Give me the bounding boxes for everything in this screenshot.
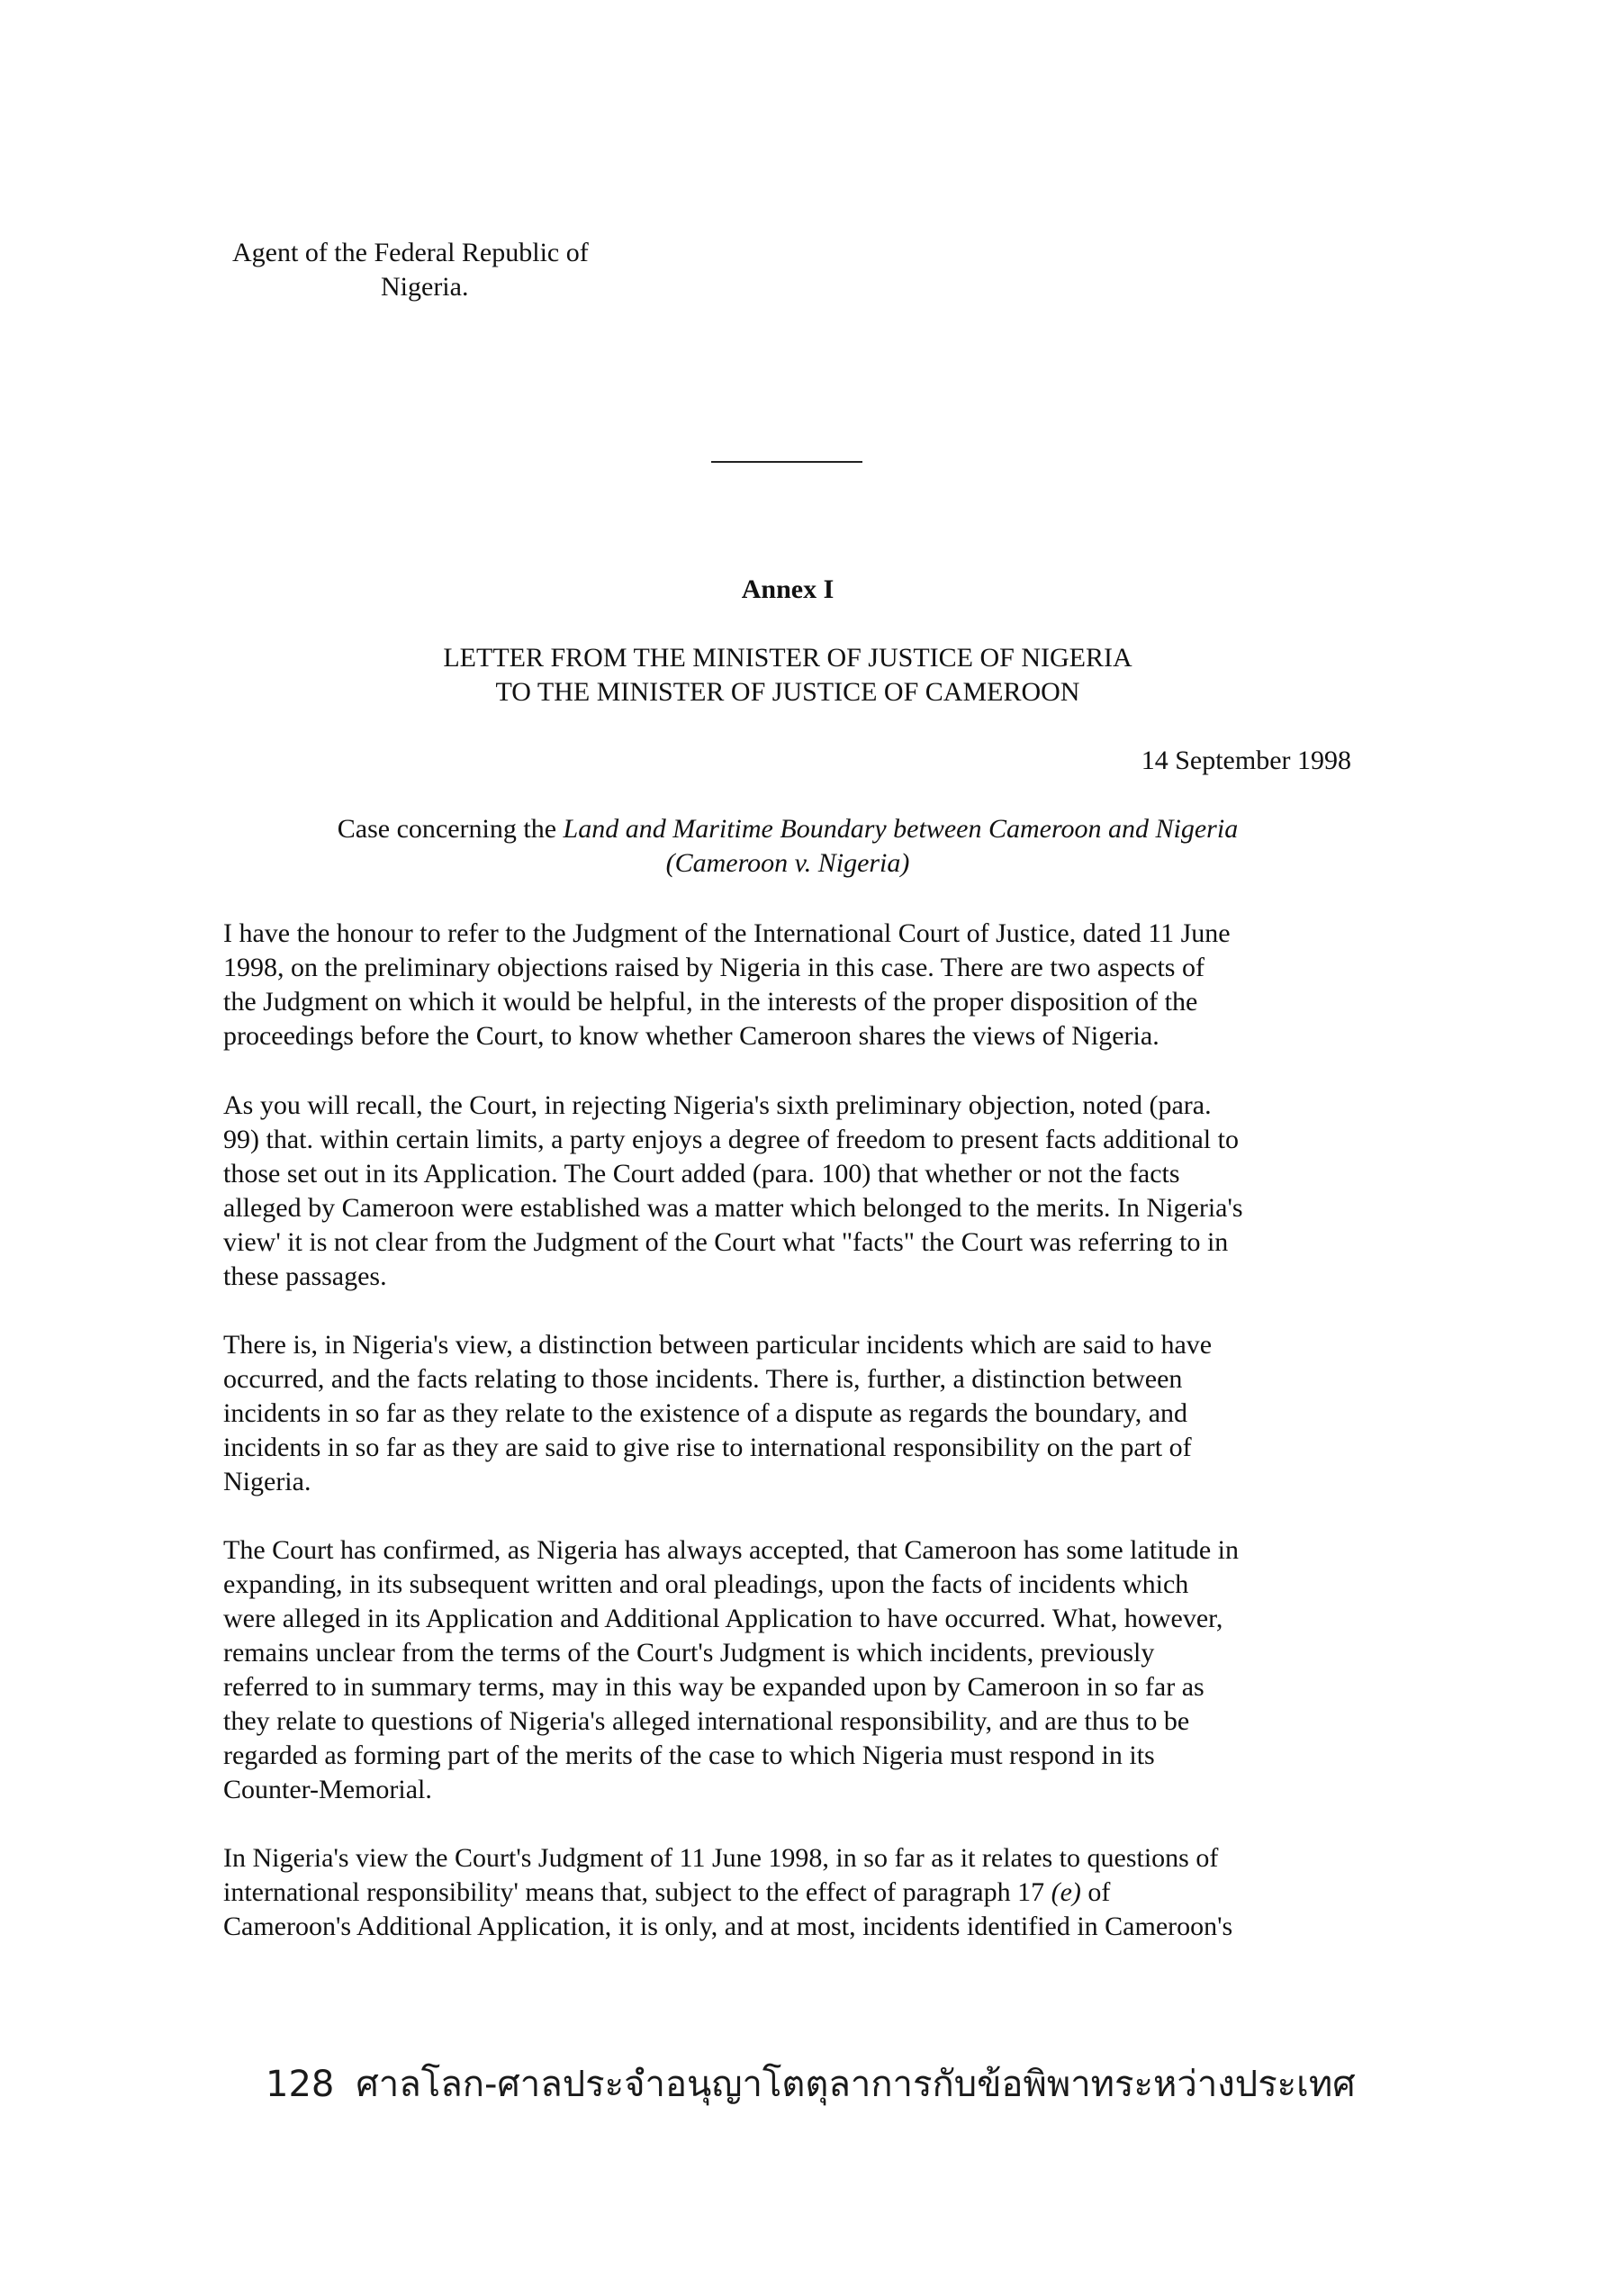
paragraph-line: they relate to questions of Nigeria's alleged international responsibility, and are thus to be: [223, 1706, 1190, 1736]
paragraph-line: Cameroon's Additional Application, it is only, and at most, incidents identified in Cameroon's: [223, 1912, 1233, 1941]
paragraph-line: incidents in so far as they relate to the existence of a dispute as regards the boundary, and: [223, 1398, 1188, 1428]
paragraph-line: occurred, and the facts relating to those incidents. There is, further, a distinction between: [223, 1364, 1183, 1394]
paragraph-line: regarded as forming part of the merits of the case to which Nigeria must respond in its: [223, 1740, 1155, 1770]
paragraph-4: [223, 1533, 1385, 1807]
running-title: ศาลโลก-ศาลประจำอนุญาโตตุลาการกับข้อพิพาทระหว่างประเทศ: [356, 2064, 1356, 2105]
case-title-italic: Land and Maritime Boundary between Cameroon and Nigeria: [563, 814, 1239, 844]
paragraph-line: referred to in summary terms, may in this way be expanded upon by Cameroon in so far as: [223, 1672, 1204, 1702]
paragraph-line: remains unclear from the terms of the Court's Judgment is which incidents, previously: [223, 1638, 1155, 1668]
paragraph-line: [223, 1876, 1385, 1910]
paragraph-line: view' it is not clear from the Judgment of the Court what "facts" the Court was referring to in: [223, 1227, 1229, 1257]
paragraph-text: of: [1080, 1877, 1111, 1907]
paragraph-line: incidents in so far as they are said to give rise to international responsibility on the part of: [223, 1433, 1192, 1462]
paragraph-1: [223, 917, 1385, 1053]
paragraph-line: I have the honour to refer to the Judgment of the International Court of Justice, dated 11 June: [223, 918, 1231, 948]
letter-heading-line-1: LETTER FROM THE MINISTER OF JUSTICE OF NIGERIA: [443, 643, 1132, 673]
paragraph-text: international responsibility' means that, subject to the effect of paragraph 17: [223, 1877, 1051, 1907]
letter-heading-line-2: TO THE MINISTER OF JUSTICE OF CAMEROON: [495, 677, 1080, 707]
paragraph-line: 99) that. within certain limits, a party enjoys a degree of freedom to present facts additional to: [223, 1125, 1239, 1154]
page-number: 128: [266, 2064, 335, 2105]
paragraph-italic-ref: (e): [1051, 1877, 1081, 1907]
case-title: [0, 812, 1575, 881]
paragraph-line: these passages.: [223, 1261, 387, 1291]
section-divider: [711, 461, 862, 463]
paragraph-line: In Nigeria's view the Court's Judgment of 11 June 1998, in so far as it relates to questions of: [223, 1843, 1219, 1873]
page-footer: [266, 2055, 1356, 2112]
signature-block: [232, 236, 646, 304]
letter-heading: [0, 641, 1575, 710]
paragraph-5: [223, 1841, 1385, 1944]
paragraph-line: expanding, in its subsequent written and oral pleadings, upon the facts of incidents which: [223, 1569, 1189, 1599]
paragraph-line: The Court has confirmed, as Nigeria has always accepted, that Cameroon has some latitude in: [223, 1535, 1239, 1565]
paragraph-line: alleged by Cameroon were established was a matter which belonged to the merits. In Nigeria's: [223, 1193, 1243, 1223]
paragraph-line: 1998, on the preliminary objections raised by Nigeria in this case. There are two aspects of: [223, 953, 1204, 982]
case-title-line-1: [0, 812, 1575, 846]
paragraph-line: There is, in Nigeria's view, a distinction between particular incidents which are said to have: [223, 1330, 1213, 1360]
case-title-prefix: Case concerning the: [337, 814, 564, 844]
paragraph-line: those set out in its Application. The Court added (para. 100) that whether or not the facts: [223, 1159, 1180, 1189]
signature-line-2: Nigeria.: [381, 272, 469, 302]
paragraph-line: proceedings before the Court, to know whether Cameroon shares the views of Nigeria.: [223, 1021, 1159, 1051]
case-title-parties: (Cameroon v. Nigeria): [665, 848, 910, 878]
signature-line-1: Agent of the Federal Republic of: [232, 238, 589, 267]
letter-date: 14 September 1998: [1141, 746, 1351, 775]
paragraph-line: the Judgment on which it would be helpful, in the interests of the proper disposition of the: [223, 987, 1198, 1017]
paragraph-2: [223, 1089, 1385, 1294]
case-title-line-2: [0, 846, 1575, 881]
annex-title: Annex I: [741, 574, 835, 604]
paragraph-line: were alleged in its Application and Additional Application to have occurred. What, however,: [223, 1604, 1223, 1633]
paragraph-3: [223, 1328, 1385, 1499]
paragraph-line: Nigeria.: [223, 1467, 311, 1496]
paragraph-line: Counter-Memorial.: [223, 1775, 432, 1804]
paragraph-line: As you will recall, the Court, in rejecting Nigeria's sixth preliminary objection, noted (para.: [223, 1090, 1212, 1120]
